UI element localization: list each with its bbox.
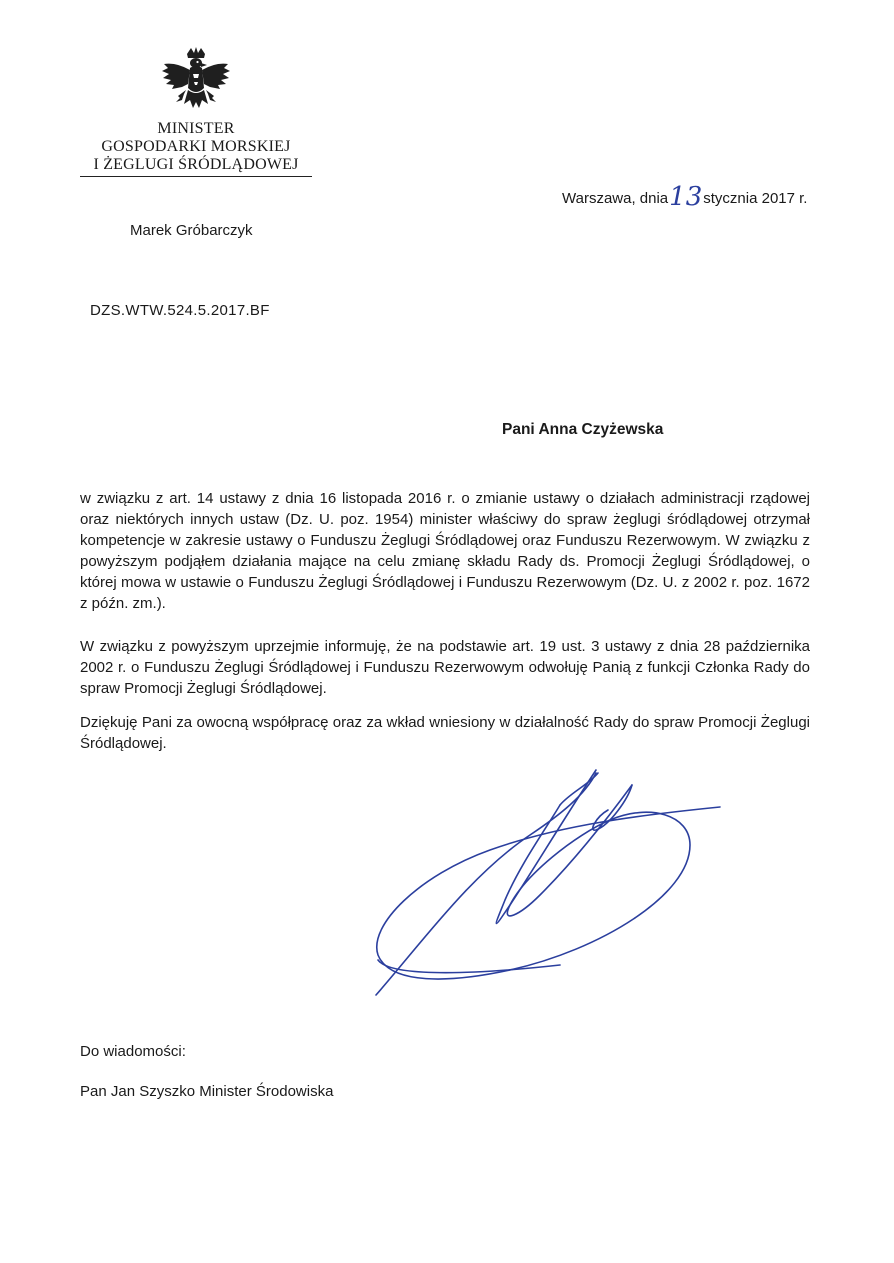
dateline xyxy=(562,180,807,210)
ministry-header xyxy=(80,120,312,177)
body-paragraph-1: w związku z art. 14 ustawy z dnia 16 listopada 2016 r. o zmianie ustawy o działach administracji rządowej oraz niektórych innych ustaw (Dz. U. poz. 1954) minister właściwy do spraw żeglugi śródlądowej otrzymał kompetencje w zakresie ustawy o Funduszu Żeglugi Śródlądowej oraz Funduszu Rezerwowym. W związku z powyższym podjąłem działania mające na celu zmianę składu Rady ds. Promocji Żeglugi Śródlądowej, o której mowa w ustawie o Funduszu Żeglugi Śródlądowej i Funduszu Rezerwowym (Dz. U. z 2002 r. poz. 1672 z późn. zm.). xyxy=(80,490,810,612)
body-paragraph-3: Dziękuję Pani za owocną współpracę oraz za wkład wniesiony w działalność Rady do spraw Promocji Żeglugi Śródlądowej. xyxy=(80,714,810,752)
body-paragraph-2: W związku z powyższym uprzejmie informuję, że na podstawie art. 19 ust. 3 ustawy z dnia 28 października 2002 r. o Funduszu Żeglugi Śródlądowej i Funduszu Rezerwowym odwołuję Panią z funkcji Członka Rady do spraw Promocji Żeglugi Śródlądowej. xyxy=(80,638,810,697)
handwritten-signature xyxy=(360,765,730,1005)
ministry-title-line1: MINISTER xyxy=(157,120,235,137)
copies-label: Do wiadomości: xyxy=(80,1043,186,1060)
reference-number: DZS.WTW.524.5.2017.BF xyxy=(90,302,270,319)
recipient-name: Pani Anna Czyżewska xyxy=(502,421,664,438)
signer-name: Marek Gróbarczyk xyxy=(130,222,253,239)
dateline-suffix: stycznia 2017 r. xyxy=(703,190,808,207)
ministry-title-line2: GOSPODARKI MORSKIEJ xyxy=(101,138,291,155)
dateline-day-handwritten: 13 xyxy=(669,182,703,212)
copies-item: Pan Jan Szyszko Minister Środowiska xyxy=(80,1083,334,1100)
dateline-prefix: Warszawa, dnia xyxy=(562,190,669,207)
ministry-title-line3: I ŻEGLUGI ŚRÓDLĄDOWEJ xyxy=(93,156,299,173)
polish-eagle-emblem-icon xyxy=(160,44,232,120)
